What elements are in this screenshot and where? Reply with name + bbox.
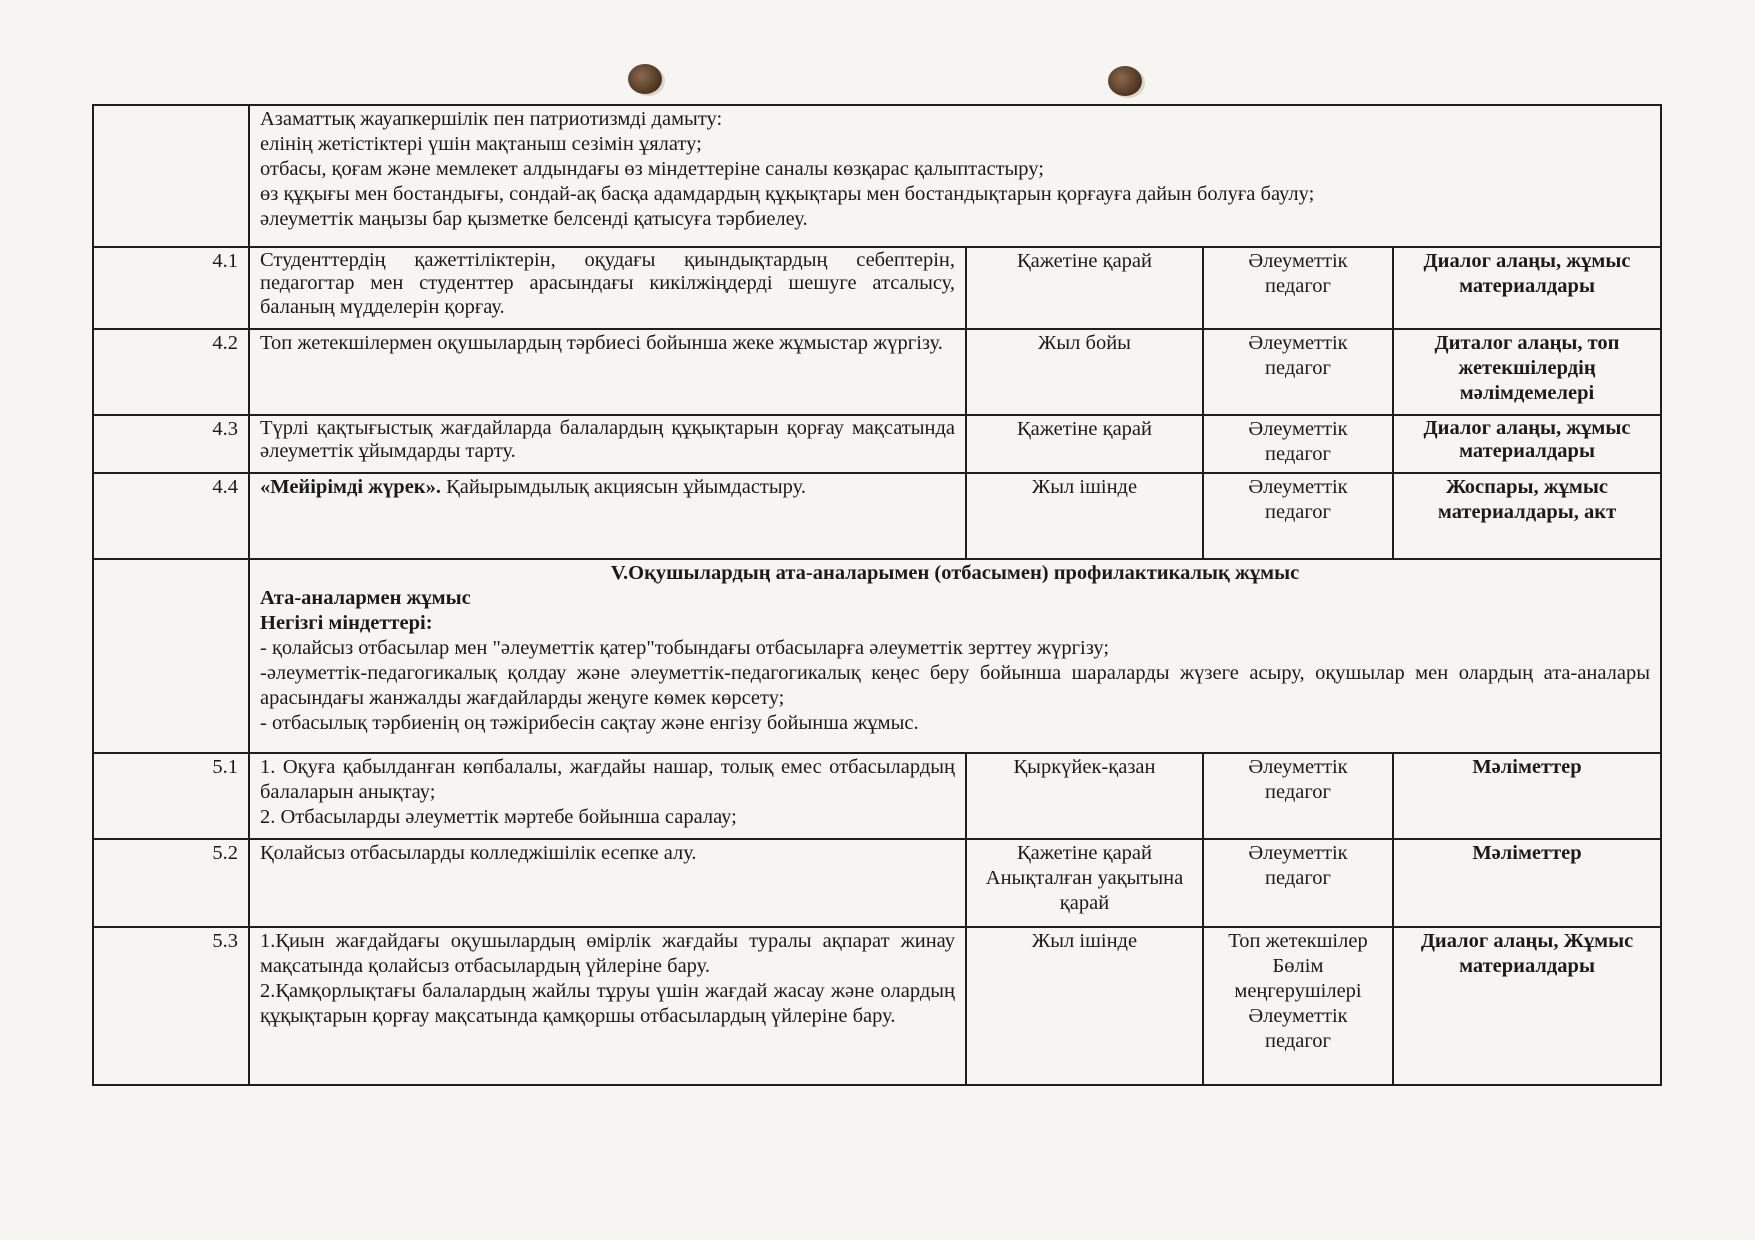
section-cell	[249, 559, 1661, 753]
row-number: 4.1	[93, 247, 249, 329]
result-cell: Жоспары, жұмыс материалдары, акт	[1393, 473, 1661, 559]
row-number: 5.1	[93, 753, 249, 839]
plan-table	[92, 104, 1662, 1086]
time-cell: Қыркүйек-қазан	[966, 753, 1203, 839]
result-cell: Мәліметтер	[1393, 839, 1661, 927]
task-line: 2. Отбасыларды әлеуметтік мәртебе бойынша саралау;	[260, 806, 737, 828]
section-subtitle: Ата-аналармен жұмыс	[260, 587, 471, 609]
intro-row	[93, 105, 1661, 247]
time-cell: Жыл бойы	[966, 329, 1203, 415]
result-cell: Диалог алаңы, жұмыс материалдары	[1393, 415, 1661, 473]
task-cell: Түрлі қақтығыстық жағдайларда балалардың құқықтарын қорғау мақсатында әлеуметтік ұйымдарды тарту.	[249, 415, 966, 473]
section-line: - қолайсыз отбасылар мен "әлеуметтік қатер"тобындағы отбасыларға әлеуметтік зерттеу жүргізу;	[260, 637, 1110, 659]
section-line: -әлеуметтік-педагогикалық қолдау және әлеуметтік-педагогикалық кеңес беру бойынша шараларды жүзеге асыру, оқушылар мен олардың ата-аналары арасындағы жанжалды жағдайларды жеңуге көмек көрсету;	[260, 662, 1651, 709]
task-cell: Студенттердің қажеттіліктерін, оқудағы қиындықтардың себептерін, педагогтар мен студенттер арасындағы кикілжіңдерді шешуге атсалысу, баланың мүдделерін қорғау.	[249, 247, 966, 329]
row-number: 4.3	[93, 415, 249, 473]
responsible-cell: Әлеуметтік педагог	[1203, 247, 1393, 329]
intro-line: Азаматтық жауапкершілік пен патриотизмді дамыту:	[260, 108, 723, 130]
time-cell: Жыл ішінде	[966, 927, 1203, 1085]
task-cell: Топ жетекшілермен оқушылардың тәрбиесі бойынша жеке жұмыстар жүргізу.	[249, 329, 966, 415]
tasks-label: Негізгі міндеттері:	[260, 612, 433, 634]
row-number: 5.3	[93, 927, 249, 1085]
time-cell: Қажетіне қарай	[966, 247, 1203, 329]
punch-hole-left	[628, 64, 662, 94]
responsible-cell: Әлеуметтік педагог	[1203, 329, 1393, 415]
row-number: 5.2	[93, 839, 249, 927]
task-cell	[249, 473, 966, 559]
time-cell: Жыл ішінде	[966, 473, 1203, 559]
responsible-cell: Әлеуметтік педагог	[1203, 753, 1393, 839]
intro-num-cell	[93, 105, 249, 247]
table-row	[93, 927, 1661, 1085]
responsible-cell: Әлеуметтік педагог	[1203, 415, 1393, 473]
result-cell: Диталог алаңы, топ жетекшілердің мәлімдемелері	[1393, 329, 1661, 415]
intro-line: елінің жетістіктері үшін мақтаныш сезімін ұялату;	[260, 133, 702, 155]
task-cell	[249, 753, 966, 839]
table-row	[93, 473, 1661, 559]
intro-line: әлеуметтік маңызы бар қызметке белсенді қатысуға тәрбиелеу.	[260, 208, 808, 230]
task-line: 1. Оқуға қабылданған көпбалалы, жағдайы нашар, толық емес отбасылардың балаларын анықтау;	[260, 756, 955, 803]
intro-line: отбасы, қоғам және мемлекет алдындағы өз міндеттеріне саналы көзқарас қалыптастыру;	[260, 158, 1044, 180]
row-number: 4.4	[93, 473, 249, 559]
task-line: 2.Қамқорлықтағы балалардың жайлы тұруы үшін жағдай жасау және олардың құқықтарын қорғау мақсатында қамқоршы отбасылардың үйлеріне бару.	[260, 980, 955, 1027]
section-row	[93, 559, 1661, 753]
table-row	[93, 247, 1661, 329]
section-line: - отбасылық тәрбиенің оң тәжірибесін сақтау және енгізу бойынша жұмыс.	[260, 712, 919, 734]
intro-cell	[249, 105, 1661, 247]
time-cell: Қажетіне қарай Анықталған уақытына қарай	[966, 839, 1203, 927]
responsible-cell: Әлеуметтік педагог	[1203, 839, 1393, 927]
section-num-cell	[93, 559, 249, 753]
row-number: 4.2	[93, 329, 249, 415]
task-line: Қолайсыз отбасыларды колледжішілік есепке алу.	[260, 842, 697, 864]
result-cell: Диалог алаңы, Жұмыс материалдары	[1393, 927, 1661, 1085]
responsible-cell: Әлеуметтік педагог	[1203, 473, 1393, 559]
intro-line: өз құқығы мен бостандығы, сондай-ақ басқа адамдардың құқықтары мен бостандықтарын қорғауға дайын болуға баулу;	[260, 183, 1315, 205]
task-text: Қайырымдылық акциясын ұйымдастыру.	[441, 476, 806, 498]
time-cell: Қажетіне қарай	[966, 415, 1203, 473]
task-title: «Мейірімді жүрек».	[260, 476, 441, 498]
task-cell	[249, 927, 966, 1085]
table-row	[93, 415, 1661, 473]
punch-hole-right	[1108, 66, 1142, 96]
table-row	[93, 753, 1661, 839]
section-title: V.Оқушылардың ата-аналарымен (отбасымен) профилактикалық жұмыс	[610, 562, 1300, 584]
task-line: 1.Қиын жағдайдағы оқушылардың өмірлік жағдайы туралы ақпарат жинау мақсатында қолайсыз отбасылардың үйлеріне бару.	[260, 930, 955, 977]
table-row	[93, 839, 1661, 927]
task-cell	[249, 839, 966, 927]
table-row	[93, 329, 1661, 415]
result-cell: Мәліметтер	[1393, 753, 1661, 839]
result-cell: Диалог алаңы, жұмыс материалдары	[1393, 247, 1661, 329]
responsible-cell: Топ жетекшілер Бөлім меңгерушілері Әлеуметтік педагог	[1203, 927, 1393, 1085]
